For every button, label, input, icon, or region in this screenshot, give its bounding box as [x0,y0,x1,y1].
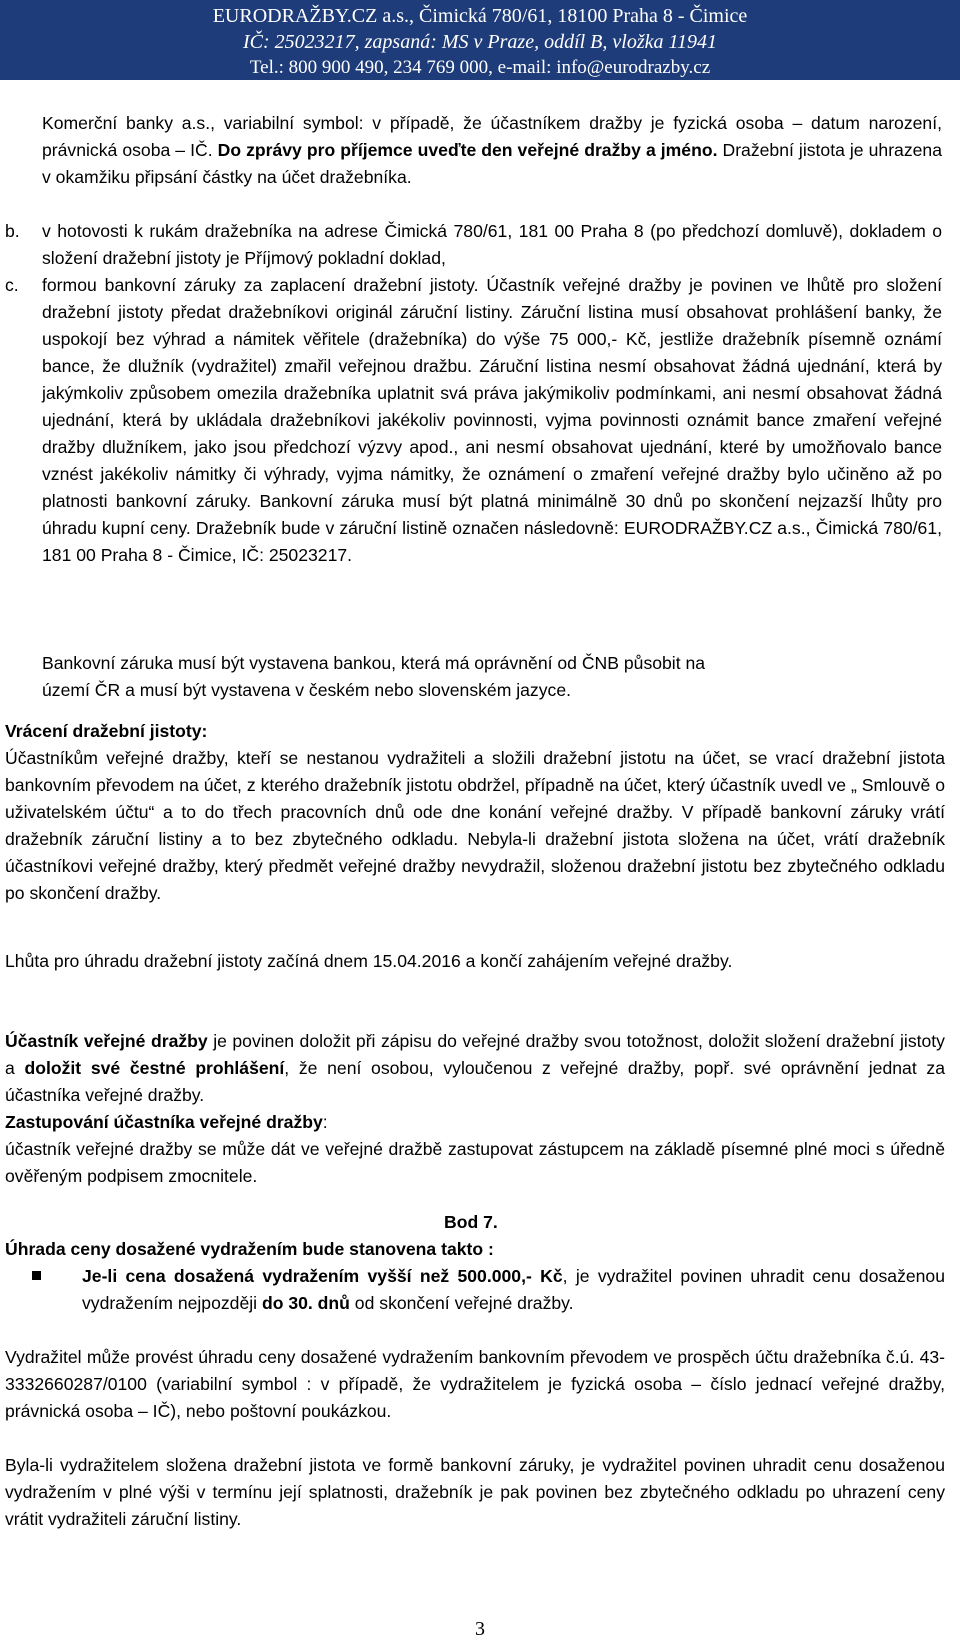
page-number: 3 [475,1618,485,1640]
zastupovani-heading-text: Zastupování účastníka veřejné dražby [5,1112,323,1132]
bod7-bullet [82,1263,945,1317]
item-c-marker: c. [5,275,19,295]
ucastnik-bold-2: doložit své čestné prohlášení [24,1058,285,1078]
lhuta-paragraph: Lhůta pro úhradu dražební jistoty začíná dnem 15.04.2016 a končí zahájením veřejné dražby. [5,951,733,971]
bullet-bold-1: Je-li cena dosažená vydražením vyšší než 500.000,- Kč [82,1266,563,1286]
zastupovani-paragraph: účastník veřejné dražby se může dát ve veřejné dražbě zastupovat zástupcem na základě písemné plné moci s úředně ověřeným podpisem zmocnitele. [5,1139,945,1186]
letterhead-contact-line: Tel.: 800 900 490, 234 769 000, e-mail: info@eurodrazby.cz [249,57,711,78]
bod7-heading-text: Úhrada ceny dosažené vydražením bude stanovena takto : [5,1239,494,1259]
bullet-bold-2: do 30. dnů [261,1293,350,1313]
vraceni-heading [5,718,945,745]
bod7-title-text: Bod 7. [444,1212,498,1232]
ucastnik-paragraph [5,1028,945,1109]
bod7-paragraph-2: Byla-li vydražitelem složena dražební jistota ve formě bankovní záruky, je vydražitel povinen uhradit cenu dosaženou vydražením v plné výši v termínu její splatnosti, dražebník je pak povinen bez zbytečného odkladu po uhrazení ceny vrátit vydražiteli záruční listiny. [5,1455,945,1529]
item-c-extra-2: území ČR a musí být vystavena v českém nebo slovenském jazyce. [42,680,571,700]
letterhead-company-line: EURODRAŽBY.CZ a.s., Čimická 780/61, 18100 Praha 8 - Čimice [212,5,748,27]
item-b-marker: b. [5,221,20,241]
bod7-heading [5,1236,945,1263]
ucastnik-text-1: je povinen doložit při zápisu do veřejné dražby svou totožnost, doložit složení dražební jistoty a [5,1031,945,1078]
zastupovani-colon: : [322,1112,328,1132]
item-c-extra-1: Bankovní záruka musí být vystavena bankou, která má oprávnění od ČNB působit na [42,653,706,673]
ucastnik-text-2: , že není osobou, vyloučenou z veřejné dražby, popř. své oprávnění jednat za účastníka veřejné dražby. [5,1058,945,1105]
intro-text-2: Dražební jistota je uhrazena v okamžiku připsání částky na účet dražebníka. [42,140,942,187]
intro-bold-note: Do zprávy pro příjemce uveďte den veřejné dražby a jméno. [217,140,718,160]
intro-text-1: Komerční banky a.s., variabilní symbol: v případě, že účastníkem dražby je fyzická osoba – datum narození, právnická osoba – IČ. [42,113,942,160]
letterhead-registration-line: IČ: 25023217, zapsaná: MS v Praze, oddíl B, vložka 11941 [242,31,718,53]
bod7-paragraph-1: Vydražitel může provést úhradu ceny dosažené vydražením bankovním převodem ve prospěch účtu dražebníka č.ú. 43-3332660287/0100 (variabilní symbol : v případě, že vydražitelem je fyzická osoba – číslo jednací veřejné dražby, právnická osoba – IČ), nebo poštovní poukázkou. [5,1347,945,1421]
intro-paragraph [42,110,942,191]
item-b-text: v hotovosti k rukám dražebníka na adrese Čimická 780/61, 181 00 Praha 8 (po předchozí domluvě), dokladem o složení dražební jistoty je Příjmový pokladní doklad, [42,221,942,268]
letterhead [0,0,960,80]
bod7-title [444,1209,644,1236]
vraceni-heading-text: Vrácení dražební jistoty: [5,721,208,741]
ucastnik-bold: Účastník veřejné dražby [5,1031,208,1051]
zastupovani-heading [5,1109,945,1136]
vraceni-paragraph: Účastníkům veřejné dražby, kteří se nestanou vydražiteli a složili dražební jistotu na účet, se vrací dražební jistota bankovním převodem na účet, z kterého dražebník jistotu obdržel, případně na účet, který účastník uvedl ve „ Smlouvě o uživatelském účtu“ a to do třech pracovních dnů ode dne konání veřejné dražby. V případě bankovní záruky vrátí dražebník záruční listiny a to bez zbytečného odkladu. Nebyla-li dražební jistota složena na účet, vrátí dražebník účastníkovi veřejné dražby, který předmět veřejné dražby nevydražil, složenou dražební jistotu bez zbytečného odkladu po skončení dražby. [5,748,945,903]
bullet-text-2: od skončení veřejné dražby. [349,1293,574,1313]
bullet-text-1: , je vydražitel povinen uhradit cenu dosaženou vydražením nejpozději [82,1266,946,1313]
bullet-square-icon [32,1271,41,1280]
item-c-text: formou bankovní záruky za zaplacení dražební jistoty. Účastník veřejné dražby je povinen ve lhůtě pro složení dražební jistoty předat dražebníkovi originál záruční listiny. Záruční listina musí obsahovat prohlášení banky, že uspokojí bez výhrad a námitek věřitele (dražebníka) do výše 75 000,- Kč, jestliže dražebník písemně oznámí bance, že dlužník (vydražitel) zmařil veřejnou dražbu. Záruční listina nesmí obsahovat žádná ujednání, která by jakýmkoliv způsobem omezila dražebníka uplatnit svá práva jakýmikoliv podmínkami, ani nesmí obsahovat žádná ujednání, která by ukládala dražebníkovi jakékoliv povinnosti, vyjma povinnosti oznámit bance zmaření veřejné dražby dlužníkem, jako jsou předchozí výzvy apod., ani nesmí obsahovat ujednání, které by umožňovalo bance vznést jakékoliv námitky či výhrady, vyjma námitky, že oznámení o zmaření veřejné dražby bylo učiněno až po platnosti bankovní záruky. Bankovní záruka musí být platná minimálně 30 dnů po skončení nejzazší lhůty pro úhradu kupní ceny. Dražebník bude v záruční listině označen následovně: EURODRAŽBY.CZ a.s., Čimická 780/61, 181 00 Praha 8 - Čimice, IČ: 25023217. [42,275,942,565]
